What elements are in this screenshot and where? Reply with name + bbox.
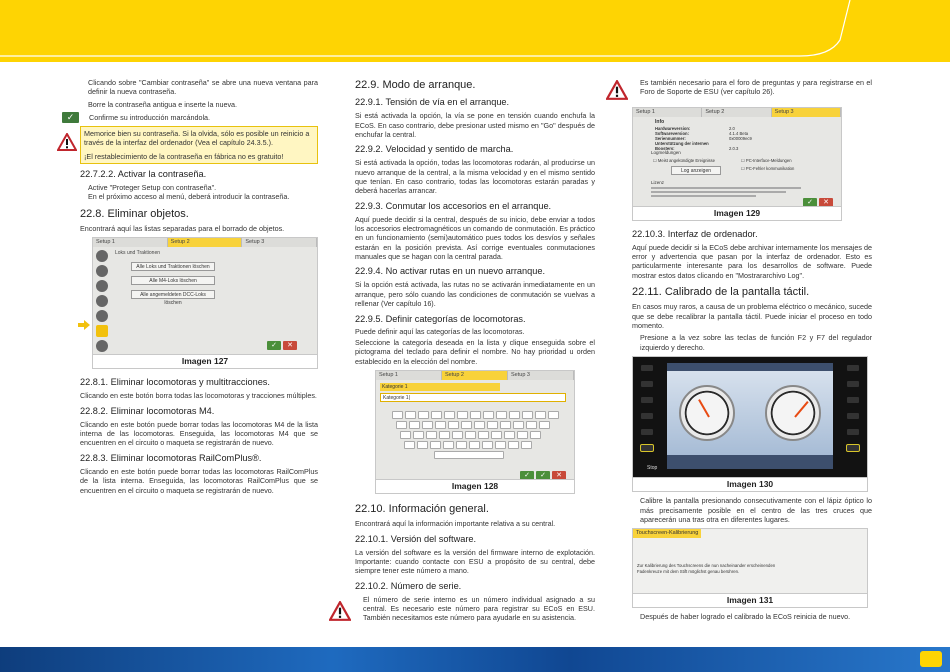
confirm-button-2[interactable]: ✓	[536, 471, 550, 480]
paragraph: Aquí puede decidir si la central, después de su inicio, debe enviar a todos los accesorios electromagnéticos un comando de conmutación. Es práctico en un funcionamiento (semi)automático pues todos los desvíos y señales estarán en la posición prevista. Así corrige eventuales conmutaciones manuales que se hagan con la central parada.	[355, 214, 595, 262]
header-decoration	[0, 0, 950, 62]
tab-setup-2[interactable]: Setup 2	[442, 371, 508, 380]
paragraph: Aquí puede decidir si la ECoS debe archivar internamente los mensajes de error y advertencia que pasan por la interfaz de ordenador. Esto es particularmente interesante para los desarrollos de software. Puede mostrar estos datos clicando en "Mostrararchivo Log".	[632, 242, 872, 280]
info-title: Info	[655, 118, 665, 125]
cancel-button[interactable]: ✕	[819, 198, 833, 207]
column-middle	[355, 78, 595, 626]
warning-triangle-icon	[329, 601, 351, 621]
figure-130	[632, 356, 868, 492]
category-name-input[interactable]: Kategorie 1|	[380, 393, 566, 402]
figure-129	[632, 107, 842, 221]
list-header: Loks und Traktionen	[115, 250, 161, 257]
info-row: Softwareversion: 4.1.4 Beta	[655, 130, 749, 136]
figure-127	[92, 237, 318, 369]
device-screen	[667, 363, 833, 469]
setup-tabs	[376, 371, 574, 380]
figure-128	[375, 370, 575, 494]
figure-caption: Imagen 129	[633, 206, 841, 220]
paragraph: Clicando en este botón borra todas las locomotoras y tracciones múltiples.	[80, 391, 317, 401]
warning-text: Memorice bien su contraseña. Si la olvida, sólo es posible un reinicio a través de la interfaz del ordenador (Vea el capítulo 24.3.5.).	[84, 129, 310, 148]
tab-setup-3[interactable]: Setup 3	[242, 238, 317, 247]
category-list-item[interactable]: Kategorie 1	[380, 383, 500, 391]
left-keys	[641, 365, 653, 459]
paragraph: Active "Proteger Setup con contraseña".	[88, 183, 217, 193]
paragraph: Clicando sobre "Cambiar contraseña" se abre una nueva ventana para definir la nueva contraseña.	[88, 78, 318, 97]
log-option-3[interactable]: ☐ PC-Fehler kommunikation	[741, 165, 795, 171]
tab-setup-3[interactable]: Setup 3	[508, 371, 574, 380]
figure-caption: Imagen 128	[376, 479, 574, 493]
forum-warning	[632, 78, 872, 97]
sidebar-icons	[96, 250, 110, 352]
paragraph: Seleccione la categoría deseada en la lista y clique enseguida sobre el pictograma del teclado para definir el nombre. No hay prioridad u orden establecido en la elección del nombre.	[355, 337, 595, 366]
paragraph: Si la opción está activada, las rutas no se activarán inmediatamente en un arranque, pero sólo cuando las condiciones de conmutación se vuelvas a rellenar (Ver capítulo 16).	[355, 280, 595, 309]
delete-dcc-locos-button[interactable]: Alle angemeldeten DCC-Loks löschen	[131, 290, 215, 299]
confirm-button[interactable]: ✓	[520, 471, 534, 480]
paragraph: Encontrará aquí las listas separadas para el borrado de objetos.	[80, 224, 285, 234]
delete-m4-locos-button[interactable]: Alle M4-Loks löschen	[131, 276, 215, 285]
calibration-title: Touchscreen-Kalibrierung	[633, 529, 701, 538]
warning-box	[80, 126, 318, 164]
tab-setup-1[interactable]: Setup 1	[93, 238, 168, 247]
paragraph: En casos muy raros, a causa de un problema eléctrico o mecánico, sucede que se debe recalibrar la pantalla táctil. Puede iniciar el proceso en todo momento.	[632, 302, 872, 331]
paragraph: Borre la contraseña antigua e inserte la nueva.	[88, 99, 238, 109]
page-number-badge	[920, 651, 942, 667]
device-photo	[633, 357, 867, 479]
info-table	[655, 126, 835, 151]
calibration-text-1: Zur Kalibrierung des Touchscreens die nun nacheinander erscheinenden	[637, 563, 776, 569]
paragraph: Calibre la pantalla presionando consecutivamente con el lápiz óptico lo más precisamente posible en el centro de las tres cruces que aparecerán una tras otra en diferentes lugares.	[640, 496, 872, 524]
heading-2282: 22.8.2. Eliminar locomotoras M4.	[80, 405, 215, 416]
footer-band	[0, 647, 950, 672]
paragraph: En el próximo acceso al menú, deberá introducir la contraseña.	[88, 192, 290, 202]
paragraph: Después de haber logrado el calibrado la ECoS reinicia de nuevo.	[640, 612, 851, 622]
paragraph: Si está activada la opción, todas las locomotoras rodarán, al producirse un nuevo arranque de la central, a la misma velocidad y en el mismo sentido que tenían. En caso contrario, todas las locomotoras estarán paradas y deberá hacerlas arrancar.	[355, 158, 595, 196]
paragraph: Clicando en este botón puede borrar todas las locomotoras M4 de la lista interna de las locomotoras. Enseguida, las locomotoras M4 que se encuentren en el circuito o maqueta se registrarán de nuevo.	[80, 419, 318, 448]
license-label: Lizenz	[651, 179, 665, 185]
confirm-button[interactable]: ✓	[803, 198, 817, 207]
tab-setup-2[interactable]: Setup 2	[702, 108, 771, 117]
confirm-text: Confirme su introducción marcándola.	[89, 112, 211, 122]
heading-2295: 22.9.5. Definir categorías de locomotoras.	[355, 313, 526, 324]
heading-2291: 22.9.1. Tensión de vía en el arranque.	[355, 97, 510, 108]
setup-tabs	[633, 108, 841, 117]
cancel-button[interactable]: ✕	[283, 341, 297, 350]
heading-22102: 22.10.2. Número de serie.	[355, 580, 462, 591]
log-section-label: Logmeldungen	[651, 149, 681, 155]
tab-setup-1[interactable]: Setup 1	[633, 108, 702, 117]
speed-gauge-right	[765, 385, 821, 441]
pointer-arrow-icon	[78, 320, 90, 332]
heading-2281: 22.8.1. Eliminar locomotoras y multitracciones.	[80, 377, 270, 388]
setup-tabs	[93, 238, 317, 247]
paragraph: Si está activada la opción, la vía se pone en tensión cuando enchufa la ECoS. En caso contrario, debe presionar usted mismo en "Go" después de enchufar la central.	[355, 111, 595, 139]
paragraph: Encontrará aquí la información importante relativa a su central.	[355, 519, 556, 529]
heading-2292: 22.9.2. Velocidad y sentido de marcha.	[355, 144, 514, 155]
figure-caption: Imagen 131	[633, 593, 867, 607]
column-right	[632, 78, 872, 625]
right-keys	[847, 365, 859, 451]
heading-2293: 22.9.3. Conmutar los accesorios en el arranque.	[355, 200, 552, 211]
heading-22101: 22.10.1. Versión del software.	[355, 533, 477, 544]
heading-228: 22.8. Eliminar objetos.	[80, 207, 189, 220]
log-option-2[interactable]: ☐ PC-Interface-Meldungen	[741, 157, 792, 163]
info-row: Unterstützung der internen Boosters: 2.0.3	[655, 140, 739, 151]
heading-22103: 22.10.3. Interfaz de ordenador.	[632, 228, 758, 239]
figure-131	[632, 528, 868, 608]
heading-2210: 22.10. Información general.	[355, 502, 489, 515]
calibration-text-2: Fadenkreuze mit dem Stift möglichst genau berühren.	[637, 569, 740, 575]
paragraph: Puede definir aquí las categorías de las locomotoras.	[355, 327, 525, 337]
license-text-lines	[651, 187, 801, 197]
warning-text-2: ¡El restablecimiento de la contraseña en fábrica no es gratuito!	[84, 151, 284, 161]
tab-setup-1[interactable]: Setup 1	[376, 371, 442, 380]
tab-setup-3[interactable]: Setup 3	[772, 108, 841, 117]
figure-caption: Imagen 130	[633, 477, 867, 491]
figure-caption: Imagen 127	[93, 354, 317, 368]
column-left	[66, 78, 318, 498]
delete-all-locos-button[interactable]: Alle Loks und Traktionen löschen	[131, 262, 215, 271]
confirm-row	[62, 112, 318, 123]
paragraph: Clicando en este botón puede borrar todas las locomotoras RailComPlus de la lista interna. Enseguida, las locomotoras RailComPlus que se encuentren en el circuito o maqueta se registrarán de nuevo.	[80, 466, 318, 495]
heading-2294: 22.9.4. No activar rutas en un nuevo arranque.	[355, 266, 545, 277]
log-option-1[interactable]: ☐ Meist angekündigte Ereignisse	[653, 157, 715, 163]
serial-warning	[355, 595, 595, 623]
paragraph: Presione a la vez sobre las teclas de función F2 y F7 del regulador izquierdo y derecho.	[640, 333, 872, 352]
paragraph: Es también necesario para el foro de preguntas y para registrarse en el Foro de Soporte de ESU (ver capítulo 26).	[640, 78, 872, 97]
dialog-actions	[267, 340, 297, 350]
header-band	[0, 0, 950, 62]
confirm-button[interactable]: ✓	[267, 341, 281, 350]
heading-22722: 22.7.2.2. Activar la contraseña.	[80, 169, 207, 180]
checkmark-icon: ✓	[62, 112, 79, 123]
warning-triangle-icon	[57, 133, 77, 151]
warning-triangle-icon	[606, 80, 628, 100]
show-log-button[interactable]: Log anzeigen	[671, 166, 721, 175]
cancel-button[interactable]: ✕	[552, 471, 566, 480]
heading-229: 22.9. Modo de arranque.	[355, 79, 476, 91]
heading-2283: 22.8.3. Eliminar locomotoras RailComPlus®.	[80, 452, 262, 463]
heading-2211: 22.11. Calibrado de la pantalla táctil.	[632, 286, 810, 299]
paragraph: El número de serie interno es un número individual asignado a su central. Es necesario este número para registrar su ECoS en ESU. También necesitamos este número para ayudarle en su asistencia.	[363, 594, 595, 623]
speed-gauge-left	[679, 385, 735, 441]
paragraph: La versión del software es la versión del firmware interno de explotación. Importante: cuando contacte con ESU a propósito de su central, debe siempre tener este número a mano.	[355, 547, 595, 576]
tab-setup-2[interactable]: Setup 2	[168, 238, 243, 247]
info-row: Seriennummer: 0x00009ec9	[655, 135, 752, 141]
info-row: Hardwareversion: 2.0	[655, 125, 735, 131]
stop-label[interactable]: Stop	[647, 465, 658, 472]
on-screen-keyboard	[386, 411, 559, 461]
